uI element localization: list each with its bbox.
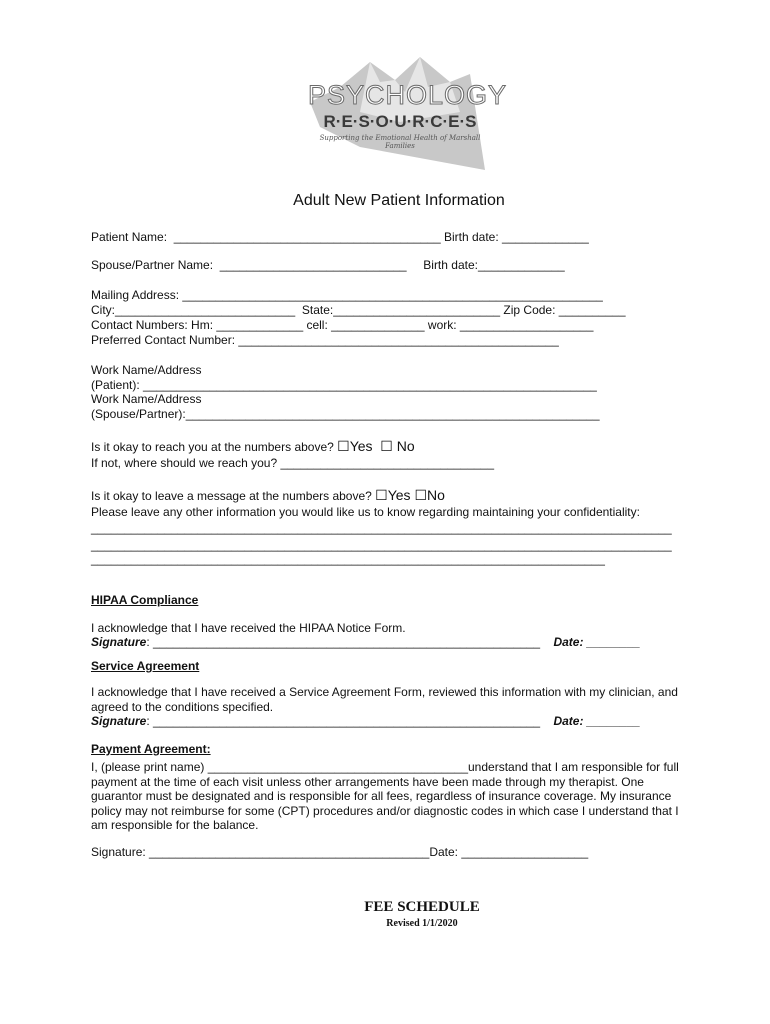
- work-patient-field[interactable]: (Patient): ____________________________________________________________________: [91, 378, 597, 392]
- message-yes-checkbox[interactable]: ☐Yes: [375, 487, 411, 503]
- payment-text[interactable]: I, (please print name) _______________________________________understand that I am responsible for full payment at the time of each visit unless other arrangements have been made through my therapist. One guarantor must be designated and is responsible for all fees, regardless of insurance coverage. My insurance policy may not reimburse for some (CPT) procedures and/or diagnostic codes in which case I understand that I am responsible for the balance.: [91, 760, 679, 832]
- reach-question-text: Is it okay to reach you at the numbers above?: [91, 440, 338, 454]
- reach-question: [91, 439, 415, 454]
- work-label-spouse: Work Name/Address: [91, 392, 202, 406]
- contact-numbers-field[interactable]: Contact Numbers: Hm: _____________ cell: ______________ work: ____________________: [91, 318, 594, 332]
- reach-no-checkbox[interactable]: ☐ No: [372, 438, 415, 454]
- patient-name-field[interactable]: Patient Name: ________________________________________ Birth date: _____________: [91, 230, 589, 244]
- confidentiality-line-3[interactable]: _____________________________________________________________________________: [91, 552, 605, 566]
- spouse-name-field[interactable]: Spouse/Partner Name: ____________________________ Birth date:_____________: [91, 258, 565, 272]
- page-title: Adult New Patient Information: [293, 192, 505, 209]
- work-spouse-field[interactable]: (Spouse/Partner):______________________________________________________________: [91, 407, 600, 421]
- hipaa-date-label: Date: [553, 635, 580, 649]
- payment-signature-field[interactable]: Signature: __________________________________________Date: ___________________: [91, 845, 589, 859]
- hipaa-signature-label: Signature: [91, 635, 147, 649]
- preferred-contact-field[interactable]: Preferred Contact Number: ________________________________________________: [91, 333, 559, 347]
- hipaa-heading: HIPAA Compliance: [91, 593, 199, 607]
- confidentiality-label: Please leave any other information you would like us to know regarding maintaining your confidentiality:: [91, 505, 640, 519]
- logo: [300, 52, 508, 172]
- hipaa-signature-row: [91, 635, 640, 649]
- hipaa-signature-field[interactable]: : __________________________________________________________: [146, 635, 541, 649]
- payment-heading: Payment Agreement:: [91, 742, 211, 756]
- fee-schedule-title: FEE SCHEDULE: [364, 899, 480, 915]
- service-date-label: Date: [553, 714, 580, 728]
- work-label-patient: Work Name/Address: [91, 363, 202, 377]
- hipaa-text: I acknowledge that I have received the HIPAA Notice Form.: [91, 621, 406, 635]
- fee-schedule-revised: Revised 1/1/2020: [386, 918, 458, 929]
- city-state-zip-field[interactable]: City:___________________________ State:_________________________ Zip Code: __________: [91, 303, 626, 317]
- service-signature-label: Signature: [91, 714, 147, 728]
- message-question: [91, 488, 445, 503]
- service-date-field[interactable]: : ________: [579, 714, 641, 728]
- message-question-text: Is it okay to leave a message at the numbers above?: [91, 489, 376, 503]
- reach-where-field[interactable]: If not, where should we reach you? ________________________________: [91, 456, 495, 470]
- mailing-address-field[interactable]: Mailing Address: _______________________________________________________________: [91, 288, 603, 302]
- logo-subtitle: R·E·S·O·U·R·C·E·S: [323, 112, 477, 131]
- confidentiality-line-1[interactable]: _______________________________________________________________________________________: [91, 521, 672, 535]
- service-heading: Service Agreement: [91, 659, 200, 673]
- logo-tagline: Supporting the Emotional Health of Marshall Families: [319, 134, 481, 150]
- reach-yes-checkbox[interactable]: ☐Yes: [337, 438, 373, 454]
- message-no-checkbox[interactable]: ☐No: [410, 487, 445, 503]
- logo-name: PSYCHOLOGY: [308, 80, 508, 110]
- hipaa-date-field[interactable]: : ________: [579, 635, 641, 649]
- service-signature-row: [91, 714, 640, 728]
- service-signature-field[interactable]: : __________________________________________________________: [146, 714, 541, 728]
- service-text: I acknowledge that I have received a Service Agreement Form, reviewed this information with my clinician, and agreed to the conditions specified.: [91, 685, 678, 714]
- confidentiality-line-2[interactable]: _______________________________________________________________________________________: [91, 538, 672, 552]
